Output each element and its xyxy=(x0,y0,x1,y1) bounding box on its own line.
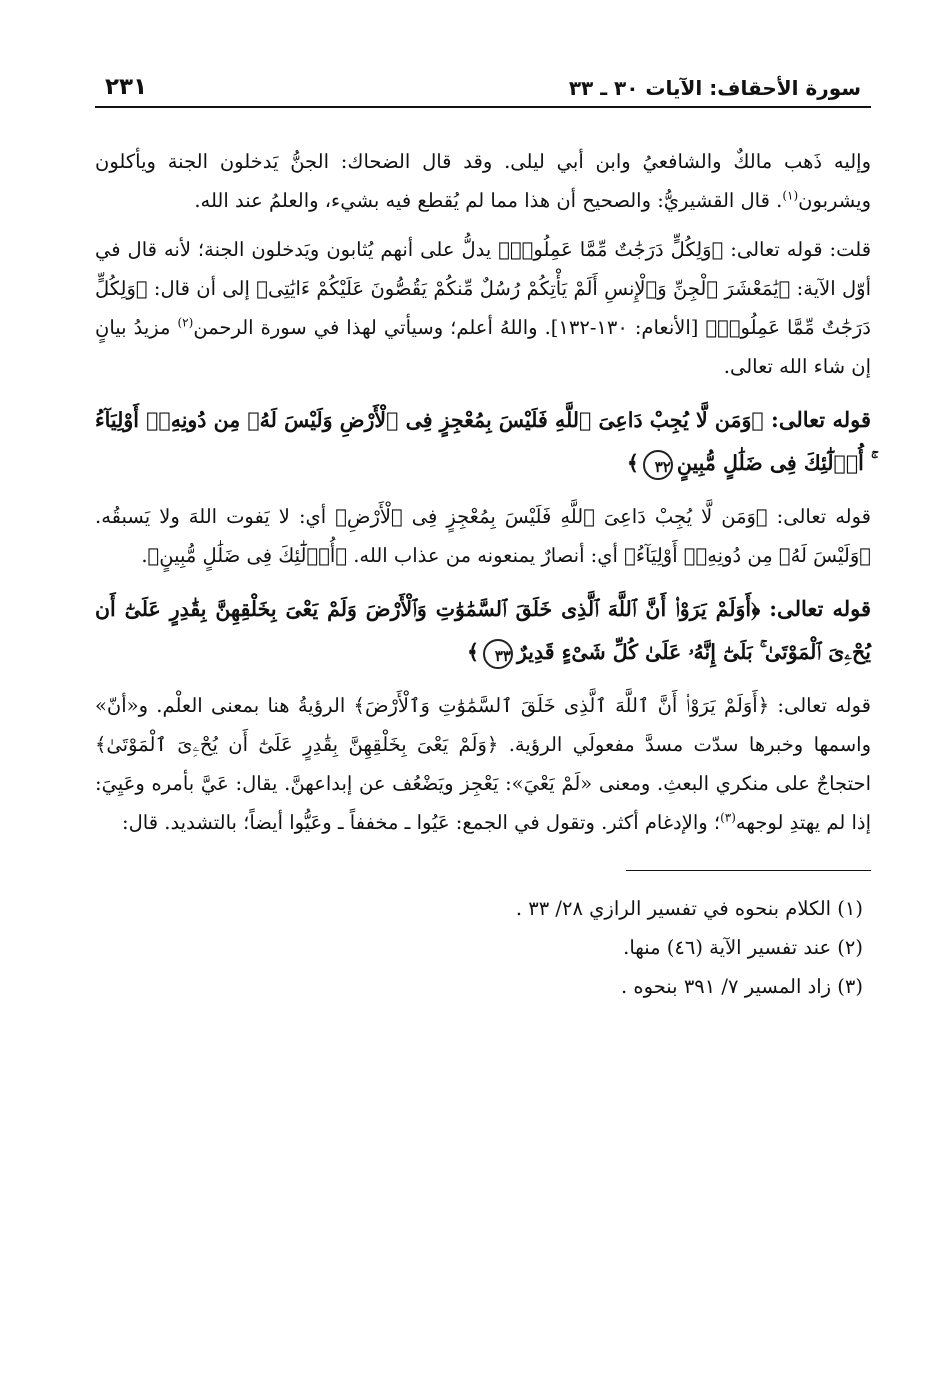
text-span: الرؤيةُ هنا بمعنى العلْم. و«أنّ» واسمها وخبرها سدّت مسدَّ مفعولَي الرؤية. xyxy=(95,694,871,756)
text-span: . xyxy=(141,544,148,567)
paragraph-2 xyxy=(95,230,871,386)
page-body xyxy=(95,142,871,1006)
verse-32-text: ﴿وَمَن لَّا يُجِبْ دَاعِىَ ٱللَّهِ فَلَيْسَ بِمُعْجِزٍ فِى ٱلْأَرْضِ وَلَيْسَ لَهُۥ مِن دُونِهِۦٓ أَوْلِيَآءُ ۚ أُو۟لَٰٓئِكَ فِى ضَلَٰلٍ مُّبِينٍ xyxy=(95,408,871,475)
paragraph-4 xyxy=(95,686,871,842)
quran-quote: ﴿يَٰمَعْشَرَ ٱلْجِنِّ وَٱلْإِنسِ أَلَمْ يَأْتِكُمْ رُسُلٌ مِّنكُمْ يَقُصُّونَ عَلَيْكُمْ ءَايَٰتِى﴾ xyxy=(256,277,791,300)
text-span: إلى أن قال: xyxy=(147,277,257,300)
footnote-ref-3: (٣) xyxy=(720,810,736,825)
page-number: ٢٣١ xyxy=(105,74,148,100)
quran-quote: ﴿أُو۟لَٰٓئِكَ فِى ضَلَٰلٍ مُّبِينٍ﴾ xyxy=(147,544,348,567)
paragraph-3 xyxy=(95,497,871,575)
footnote-divider xyxy=(626,870,871,871)
quran-quote: ﴿أَوَلَمْ يَرَوْا۟ أَنَّ ٱللَّهَ ٱلَّذِى خَلَقَ ٱلسَّمَٰوَٰتِ وَٱلْأَرْضَ﴾ xyxy=(353,694,770,717)
verse-33-heading xyxy=(95,587,871,674)
quran-quote: ﴿وَلَيْسَ لَهُۥ مِن دُونِهِۦٓ أَوْلِيَآءُ﴾ xyxy=(624,544,871,567)
page-header xyxy=(95,58,871,108)
text-span: يدلُّ على أنهم يُثابون ويَدخلون الجنة؛ لأنه قال في أوّل الآية: xyxy=(95,238,871,300)
quran-quote: ﴿وَلِكُلٍّ دَرَجَٰتٌ مِّمَّا عَمِلُوا۟﴾ xyxy=(95,277,871,339)
quran-quote: ﴿وَلِكُلٍّ دَرَجَٰتٌ مِّمَّا عَمِلُوا۟﴾ xyxy=(498,238,724,261)
paragraph-1 xyxy=(95,142,871,220)
text-span: ؛ والإدغام أكثر. وتقول في الجمع: عَيُوا ـ مخففاً ـ وعَيُّوا أيضاً؛ بالتشديد. قال: xyxy=(122,811,721,834)
verse-close-bracket: ﴾ xyxy=(626,451,639,475)
footnote-ref-1: (١) xyxy=(782,188,799,203)
verse-32-heading xyxy=(95,398,871,485)
text-span: قلت: قوله تعالى: xyxy=(723,238,872,261)
text-span: قوله تعالى: xyxy=(769,694,871,717)
quran-quote: ﴿وَلَمْ يَعْىَ بِخَلْقِهِنَّ بِقَٰدِرٍ عَلَىٰٓ أَن يُحْۦِىَ ٱلْمَوْتَىٰ﴾ xyxy=(95,733,499,756)
verse-label: قوله تعالى: xyxy=(760,596,871,621)
text-span: أي: أنصارٌ يمنعونه من عذاب الله. xyxy=(347,544,625,567)
footnote-ref-2: (٢) xyxy=(177,315,194,330)
running-title: سورة الأحقاف: الآيات ٣٠ ـ ٣٣ xyxy=(568,76,861,100)
footnotes xyxy=(95,889,871,1006)
verse-number-marker: ٣٢ xyxy=(643,450,673,480)
book-page xyxy=(95,58,871,1358)
text-span: احتجاجٌ على منكري البعثِ. ومعنى «لَمْ يَعْيَ»: يَعْجِز ويَضْعُف عن إبداعهنَّ. يقال: عَيَّ بأمره وعَيِيَ: إذا لم يهتدِ لوجهه xyxy=(95,772,871,834)
verse-33-text: ﴿أَوَلَمْ يَرَوْا۟ أَنَّ ٱللَّهَ ٱلَّذِى خَلَقَ ٱلسَّمَٰوَٰتِ وَٱلْأَرْضَ وَلَمْ يَعْىَ بِخَلْقِهِنَّ بِقَٰدِرٍ عَلَىٰٓ أَن يُحْۦِىَ ٱلْمَوْتَىٰ ۚ بَلَىٰٓ إِنَّهُۥ عَلَىٰ كُلِّ شَىْءٍ قَدِيرٌ xyxy=(95,597,871,664)
text-span: قوله تعالى: xyxy=(767,505,871,528)
text-span: . قال القشيريُّ: والصحيح أن هذا مما لم يُقطع فيه بشيء، والعلمُ عند الله. xyxy=(194,189,783,212)
text-span: [الأنعام: ١٣٠-١٣٢]. واللهُ أعلم؛ وسيأتي لهذا في سورة الرحمن xyxy=(193,316,706,339)
footnote-1: (١) الكلام بنحوه في تفسير الرازي ٢٨/ ٣٣ . xyxy=(515,897,863,920)
text-span: أي: لا يَفوت اللهَ ولا يَسبقُه. xyxy=(95,505,336,528)
text-span: مزيدُ بيانٍ إن شاء الله تعالى. xyxy=(95,316,871,378)
text-span: وإليه ذَهب مالكٌ والشافعيُ وابن أبي ليلى. وقد قال الضحاك: الجنُّ يَدخلون الجنة ويأكلون ويشربون xyxy=(95,150,871,212)
footnote-2: (٢) عند تفسير الآية (٤٦) منها. xyxy=(623,936,863,959)
verse-close-bracket: ﴾ xyxy=(466,640,479,664)
verse-number-marker: ٣٣ xyxy=(483,639,513,669)
footnote-3: (٣) زاد المسير ٧/ ٣٩١ بنحوه . xyxy=(621,975,863,998)
quran-quote: ﴿وَمَن لَّا يُجِبْ دَاعِىَ ٱللَّهِ فَلَيْسَ بِمُعْجِزٍ فِى ٱلْأَرْضِ﴾ xyxy=(335,505,768,528)
verse-label: قوله تعالى: xyxy=(763,407,871,432)
